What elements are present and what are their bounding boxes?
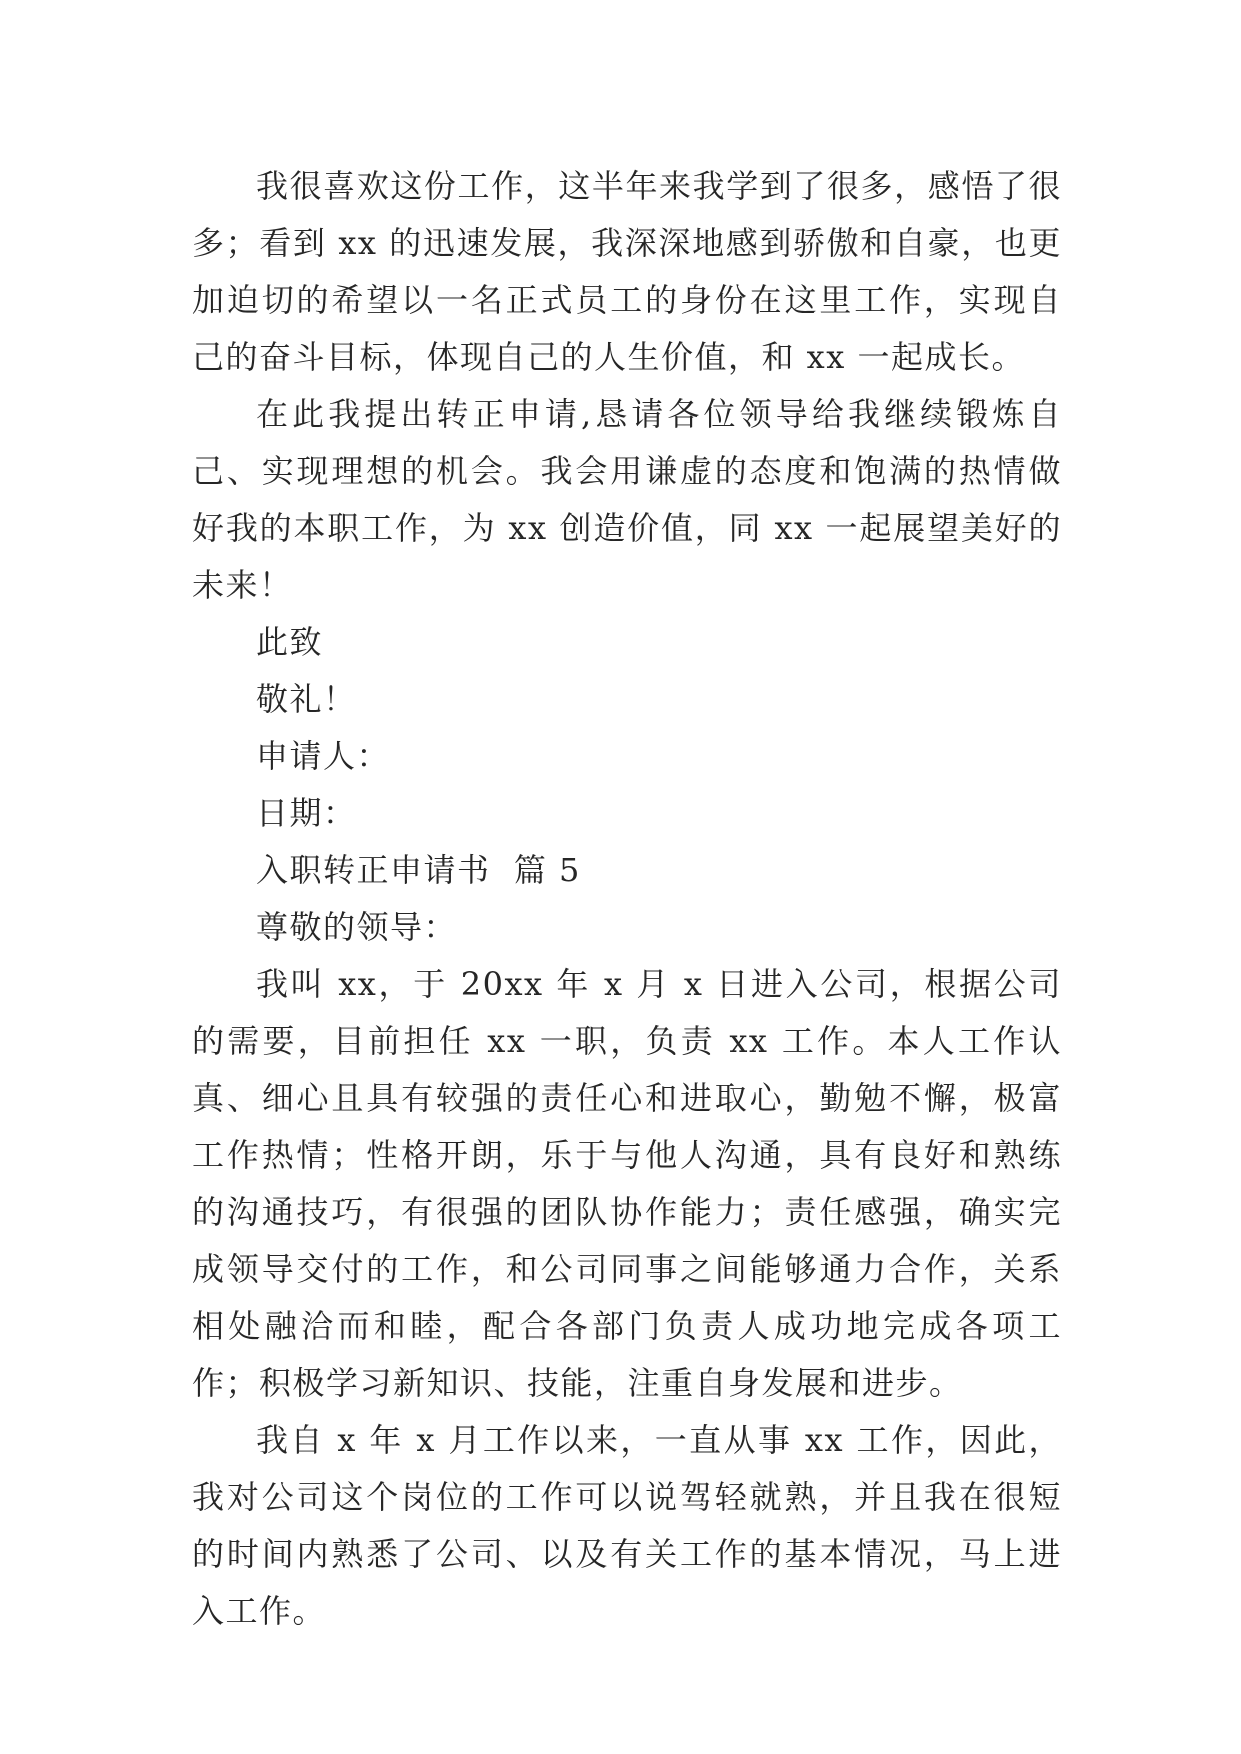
closing-jing-li: 敬礼！: [256, 680, 357, 718]
paragraph-request: 在此我提出转正申请,恳请各位领导给我继续锻炼自己、实现理想的机会。我会用谦虚的态度和饱满的热情做好我的本职工作，为 xx 创造价值，同 xx 一起展望美好的未来！: [192, 395, 1062, 604]
section-title: 入职转正申请书 篇 5: [256, 851, 581, 889]
paragraph-experience: 我自 x 年 x 月工作以来，一直从事 xx 工作，因此，我对公司这个岗位的工作可以说驾轻就熟，并且我在很短的时间内熟悉了公司、以及有关工作的基本情况，马上进入工作。: [192, 1421, 1062, 1630]
closing-ci-zhi: 此致: [256, 623, 324, 661]
paragraph-growth: 我很喜欢这份工作，这半年来我学到了很多，感悟了很多；看到 xx 的迅速发展，我深深地感到骄傲和自豪，也更加迫切的希望以一名正式员工的身份在这里工作，实现自己的奋斗目标，体现自己的人生价值，和 xx 一起成长。: [192, 167, 1062, 376]
paragraph-introduction: 我叫 xx，于 20xx 年 x 月 x 日进入公司，根据公司的需要，目前担任 xx 一职，负责 xx 工作。本人工作认真、细心且具有较强的责任心和进取心，勤勉不懈，极富工作热情；性格开朗，乐于与他人沟通，具有良好和熟练的沟通技巧，有很强的团队协作能力；责任感强，确实完成领导交付的工作，和公司同事之间能够通力合作，关系相处融洽而和睦，配合各部门负责人成功地完成各项工作；积极学习新知识、技能，注重自身发展和进步。: [192, 965, 1062, 1402]
document-body: [192, 158, 1062, 1640]
date-label: 日期：: [256, 794, 357, 832]
applicant-label: 申请人：: [256, 737, 391, 775]
salutation: 尊敬的领导：: [256, 908, 458, 946]
